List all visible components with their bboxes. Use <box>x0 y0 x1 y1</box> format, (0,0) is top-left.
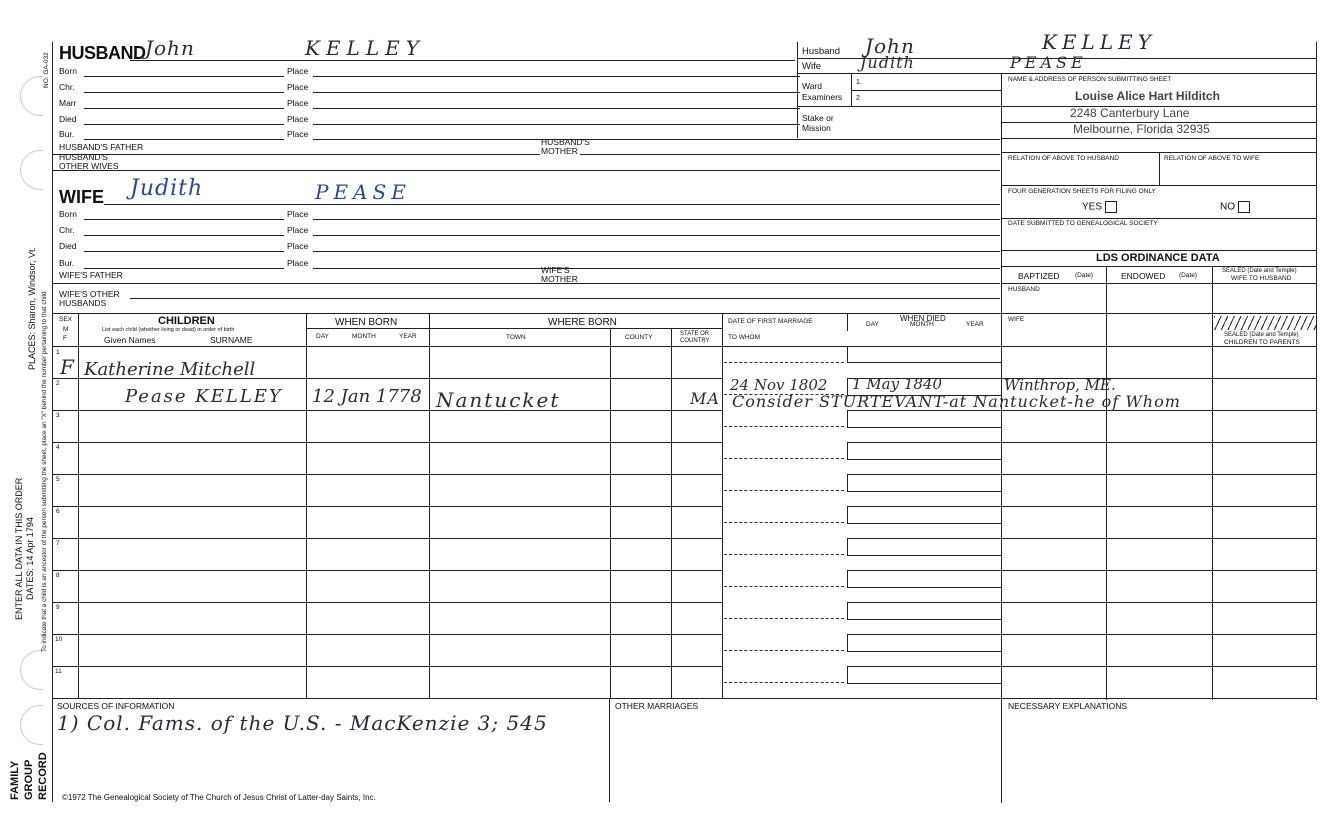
row2-died-date: 1 May 1840 <box>852 375 943 393</box>
stake-label: Stake or <box>802 113 834 123</box>
rt-wife-surname: PEASE <box>1010 53 1087 72</box>
husband-given-name: John <box>145 36 195 60</box>
form-title-group: GROUP <box>23 759 35 800</box>
sources-label: SOURCES OF INFORMATION <box>57 701 175 711</box>
rt-husband-surname: KELLEY <box>1042 30 1156 54</box>
row-num-2: 2 <box>56 380 60 387</box>
husband-chr-place-label: Place <box>287 82 309 92</box>
necessary-explanations-label: NECESSARY EXPLANATIONS <box>1008 701 1128 711</box>
form-title-record: RECORD <box>37 752 49 800</box>
ward-label: Ward <box>802 81 822 91</box>
col-died-day: DAY <box>866 321 879 328</box>
row-num-4: 4 <box>56 444 60 451</box>
date-submitted-label: DATE SUBMITTED TO GENEALOGICAL SOCIETY <box>1008 220 1158 227</box>
husband-marr-label: Marr <box>59 98 77 108</box>
form-code: NO. GA-032 <box>43 52 50 88</box>
row2-state: MA <box>690 389 720 408</box>
lds-title: LDS ORDINANCE DATA <box>1096 252 1220 264</box>
wife-died-label: Died <box>59 241 77 251</box>
col-state-1: STATE OR <box>680 331 710 337</box>
binder-hole-middle <box>20 650 43 690</box>
row-num-8: 8 <box>56 572 60 579</box>
wife-died-place-label: Place <box>287 241 309 251</box>
lds-baptized: BAPTIZED <box>1018 271 1060 281</box>
col-children: CHILDREN <box>158 315 215 327</box>
row-num-6: 6 <box>56 508 60 515</box>
row2-died-place: Winthrop, ME. <box>1004 376 1116 394</box>
lds-husband: HUSBAND <box>1008 286 1040 293</box>
col-when-born: WHEN BORN <box>335 317 398 328</box>
husband-bur-place-label: Place <box>287 129 309 139</box>
mission-label: Mission <box>802 123 831 133</box>
col-sex: SEX <box>59 316 73 323</box>
row-num-10: 10 <box>55 636 63 643</box>
submitter-heading: NAME & ADDRESS OF PERSON SUBMITTING SHEET <box>1008 76 1172 83</box>
col-died-month: MONTH <box>910 321 934 328</box>
col-surname: SURNAME <box>210 335 253 345</box>
col-given-names: Given Names <box>104 335 156 345</box>
side-enter-all: ENTER ALL DATA IN THIS ORDER <box>14 477 24 620</box>
col-when-died: WHEN DIED <box>900 314 946 323</box>
col-children-note: List each child (whether living or dead) in order of birth <box>102 327 235 333</box>
four-gen-label: FOUR GENERATION SHEETS FOR FILING ONLY <box>1008 188 1156 195</box>
col-month: MONTH <box>352 333 376 340</box>
husband-mother-label-1: HUSBAND'S <box>541 137 590 147</box>
no-checkbox[interactable]: NO <box>1220 201 1250 213</box>
row1-name: Katherine Mitchell <box>84 359 256 380</box>
rt-husband-given: John <box>865 34 915 58</box>
col-town: TOWN <box>506 334 526 341</box>
col-died-year: YEAR <box>966 321 984 328</box>
husband-other-wives-1: HUSBAND'S <box>59 152 108 162</box>
form-title-family: FAMILY <box>9 760 21 800</box>
lds-sealed-children-1: SEALED (Date and Temple) <box>1224 332 1299 338</box>
rt-wife-label: Wife <box>802 61 821 72</box>
col-year: YEAR <box>399 333 417 340</box>
yes-checkbox[interactable]: YES <box>1082 201 1117 213</box>
row-num-7: 7 <box>56 540 60 547</box>
wife-other-husbands-1: WIFE'S OTHER <box>59 289 120 299</box>
examiners-label: Examiners <box>802 92 843 102</box>
left-border <box>52 42 53 802</box>
wife-born-place-label: Place <box>287 209 309 219</box>
row-num-11: 11 <box>55 668 62 675</box>
husband-mother-label-2: MOTHER <box>541 146 578 156</box>
husband-father-label: HUSBAND'S FATHER <box>59 142 144 152</box>
submitter-street: 2248 Canterbury Lane <box>1070 106 1190 120</box>
husband-label: HUSBAND <box>59 43 146 63</box>
husband-died-label: Died <box>59 114 77 124</box>
row-num-1: 1 <box>56 349 60 356</box>
lds-sealed-2: WIFE TO HUSBAND <box>1231 275 1292 282</box>
side-places: PLACES: Sharon, Windsor, Vt. <box>27 246 37 370</box>
husband-born-label: Born <box>59 66 77 76</box>
wife-born-label: Born <box>59 209 77 219</box>
husband-other-wives-2: OTHER WIVES <box>59 161 119 171</box>
wife-chr-label: Chr. <box>59 225 75 235</box>
yes-box-icon <box>1105 201 1117 213</box>
col-state-2: COUNTRY <box>680 338 710 344</box>
row2-note: Consider STURTEVANT-at Nantucket-he of Whom <box>732 392 1181 411</box>
row1-sex: F <box>60 355 75 379</box>
wife-bur-place-label: Place <box>287 258 309 268</box>
husband-died-place-label: Place <box>287 114 309 124</box>
husband-born-place-label: Place <box>287 66 309 76</box>
husband-marr-place-label: Place <box>287 98 309 108</box>
sources-entry: 1) Col. Fams. of the U.S. - MacKenzie 3; 545 <box>57 711 548 735</box>
lds-endowed: ENDOWED <box>1121 271 1166 281</box>
lds-hatch <box>1214 316 1316 330</box>
husband-name-line <box>130 60 795 61</box>
col-first-marriage: DATE OF FIRST MARRIAGE <box>728 318 813 325</box>
row2-born: 12 Jan 1778 <box>312 386 422 407</box>
col-day: DAY <box>316 333 329 340</box>
lds-baptized-date: (Date) <box>1075 272 1094 279</box>
lds-sealed-children-2: CHILDREN TO PARENTS <box>1224 339 1300 346</box>
row-num-9: 9 <box>56 604 60 611</box>
wife-chr-place-label: Place <box>287 225 309 235</box>
husband-bur-label: Bur. <box>59 129 75 139</box>
rt-husband-label: Husband <box>802 46 841 57</box>
col-m: M <box>63 326 69 333</box>
lds-endowed-date: (Date) <box>1179 272 1198 279</box>
copyright: ©1972 The Genealogical Society of The Church of Jesus Christ of Latter-day Saints, Inc. <box>62 793 376 802</box>
binder-hole-upper <box>20 150 43 190</box>
side-dates: DATES: 14 Apr 1794 <box>25 517 35 600</box>
row2-town: Nantucket <box>436 388 561 412</box>
col-county: COUNTY <box>625 334 653 341</box>
wife-mother-label-1: WIFE'S <box>541 265 570 275</box>
col-f: F <box>63 335 67 342</box>
row-num-3: 3 <box>56 412 60 419</box>
col-where-born: WHERE BORN <box>548 317 617 328</box>
binder-hole-top <box>20 76 43 116</box>
side-indicate: To indicate that a child is an ancestor of the person submitting the sheet, place an "X" behind the number pertaining to that child <box>41 291 48 652</box>
binder-hole-bottom <box>20 705 43 745</box>
submitter-name: Louise Alice Hart Hilditch <box>1075 89 1220 103</box>
no-box-icon <box>1238 201 1250 213</box>
relation-wife: RELATION OF ABOVE TO WIFE <box>1164 155 1260 162</box>
wife-other-husbands-2: HUSBANDS <box>59 298 107 308</box>
wife-label: WIFE <box>59 187 104 207</box>
rt-wife-given: Judith <box>860 53 915 72</box>
row2-name: Pease KELLEY <box>125 386 283 407</box>
wife-surname: PEASE <box>315 180 411 204</box>
wife-father-label: WIFE'S FATHER <box>59 270 123 280</box>
examiner-1: 1. <box>856 79 862 86</box>
other-marriages-label: OTHER MARRIAGES <box>615 701 699 711</box>
submitter-city: Melbourne, Florida 32935 <box>1073 122 1210 136</box>
row-num-5: 5 <box>56 476 60 483</box>
lds-sealed-1: SEALED (Date and Temple) <box>1222 268 1297 274</box>
examiner-2: 2 <box>856 95 860 102</box>
lds-wife: WIFE <box>1008 316 1025 323</box>
row2-marriage-date: 24 Nov 1802 <box>730 376 828 394</box>
husband-surname: KELLEY <box>305 36 425 60</box>
wife-bur-label: Bur. <box>59 258 75 268</box>
relation-husband: RELATION OF ABOVE TO HUSBAND <box>1008 155 1119 162</box>
col-to-whom: TO WHOM <box>728 334 761 341</box>
husband-chr-label: Chr. <box>59 82 75 92</box>
wife-mother-label-2: MOTHER <box>541 274 578 284</box>
wife-given-name: Judith <box>130 176 204 201</box>
